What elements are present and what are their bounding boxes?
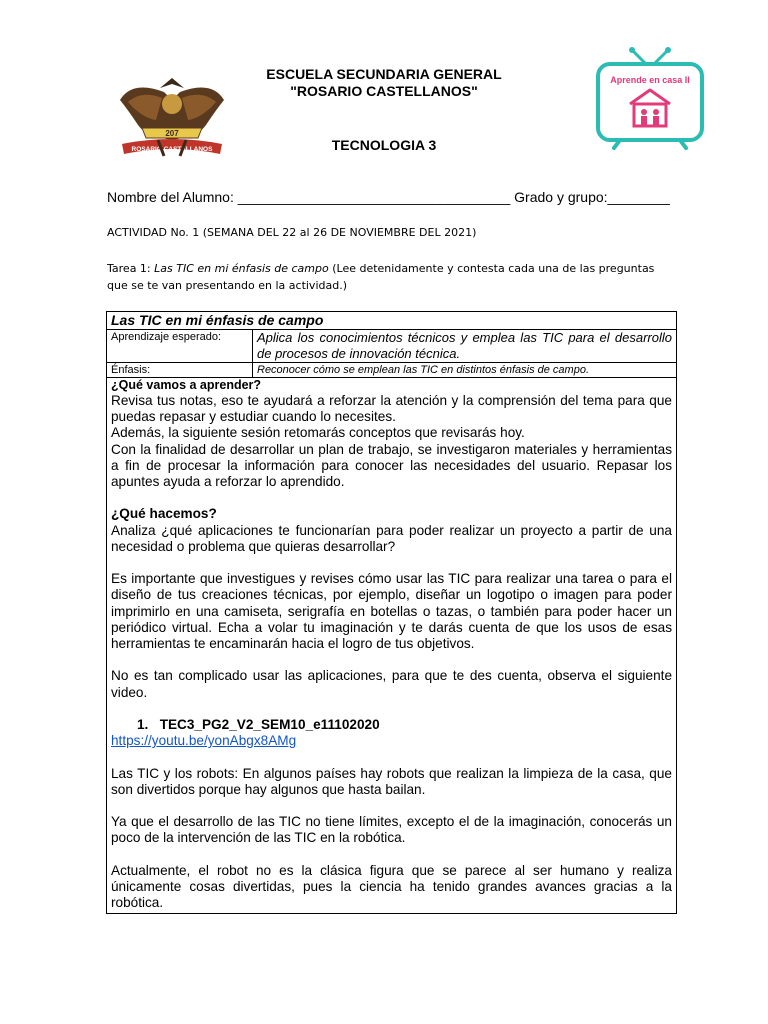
student-name-blank: ___________________________________ xyxy=(237,189,511,205)
table-title: Las TIC en mi énfasis de campo xyxy=(107,312,677,330)
task-description xyxy=(107,260,667,294)
task-label: Tarea 1: xyxy=(107,262,151,275)
enfasis-label: Énfasis: xyxy=(107,363,253,378)
paragraph: Actualmente, el robot no es la clásica figura que se parece al ser humano y realiza únicamente cosas divertidas, pues la ciencia ha tenido grandes avances gracias a la robótica. xyxy=(111,862,672,911)
section-heading-hacemos: ¿Qué hacemos? xyxy=(111,506,217,522)
paragraph: Ya que el desarrollo de las TIC no tiene límites, excepto el de la imaginación, conocerás un poco de la intervención de las TIC en la robótica. xyxy=(111,814,672,846)
task-name: Las TIC en mi énfasis de campo xyxy=(154,262,329,275)
subject-title: TECNOLOGIA 3 xyxy=(331,137,437,153)
task-instructions: (Lee detenidamente y contesta cada una de las preguntas que se te van presentando en la actividad.) xyxy=(107,262,655,292)
video-title: TEC3_PG2_V2_SEM10_e11102020 xyxy=(159,717,380,732)
school-name-line1: ESCUELA SECUNDARIA GENERAL xyxy=(266,66,502,82)
activity-title: ACTIVIDAD No. 1 (SEMANA DEL 22 al 26 DE NOVIEMBRE DEL 2021) xyxy=(107,226,477,239)
paragraph: No es tan complicado usar las aplicaciones, para que te des cuenta, observa el siguiente video. xyxy=(111,668,672,700)
student-info-line xyxy=(107,189,670,205)
video-link[interactable]: https://youtu.be/yonAbgx8AMg xyxy=(111,733,297,749)
paragraph: Además, la siguiente sesión retomarás conceptos que revisarás hoy. xyxy=(111,425,525,441)
school-logo-name: ROSARIO CASTELLANOS xyxy=(131,146,213,153)
school-logo-number: 207 xyxy=(165,129,179,138)
student-name-label: Nombre del Alumno: xyxy=(107,189,234,205)
paragraph: Revisa tus notas, eso te ayudará a reforzar la atención y la comprensión del tema para que puedas repasar y estudiar cuando lo necesites. xyxy=(111,393,672,425)
video-number: 1. xyxy=(137,717,149,732)
enfasis-value: Reconocer cómo se emplean las TIC en distintos énfasis de campo. xyxy=(253,363,677,378)
video-list-item xyxy=(111,717,672,733)
aprendizaje-label: Aprendizaje esperado: xyxy=(107,330,253,363)
aprendizaje-value: Aplica los conocimientos técnicos y emplea las TIC para el desarrollo de procesos de innovación técnica. xyxy=(253,330,677,363)
section-heading-aprender: ¿Qué vamos a aprender? xyxy=(111,378,262,392)
paragraph: Es importante que investigues y revises cómo usar las TIC para realizar una tarea o para el diseño de tus creaciones técnicas, por ejemplo, diseñar un logotipo o imagen para poder imprimirlo en una camiseta, serigrafía en botellas o tazas, o también para poder hacer un periódico virtual. Echa a volar tu imaginación y te darás cuenta de que los usos de esas herramientas te encaminarán hacia el logro de tus objetivos. xyxy=(111,571,672,652)
group-blank: ________ xyxy=(607,189,670,205)
paragraph: Las TIC y los robots: En algunos países hay robots que realizan la limpieza de la casa, que son divertidos porque hay algunos que hasta bailan. xyxy=(111,765,672,797)
tv-logo-text: Aprende en casa II xyxy=(610,75,690,85)
group-label: Grado y grupo: xyxy=(514,189,608,205)
paragraph: Con la finalidad de desarrollar un plan de trabajo, se investigaron materiales y herramientas a fin de procesar la información para conocer las necesidades del usuario. Repasar los apuntes ayuda a reforzar lo aprendido. xyxy=(111,441,672,490)
activity-table xyxy=(106,311,677,914)
paragraph: Analiza ¿qué aplicaciones te funcionarían para poder realizar un proyecto a partir de una necesidad o problema que quieras desarrollar? xyxy=(111,522,672,554)
activity-body xyxy=(107,378,677,914)
school-name-line2: "ROSARIO CASTELLANOS" xyxy=(290,83,478,99)
